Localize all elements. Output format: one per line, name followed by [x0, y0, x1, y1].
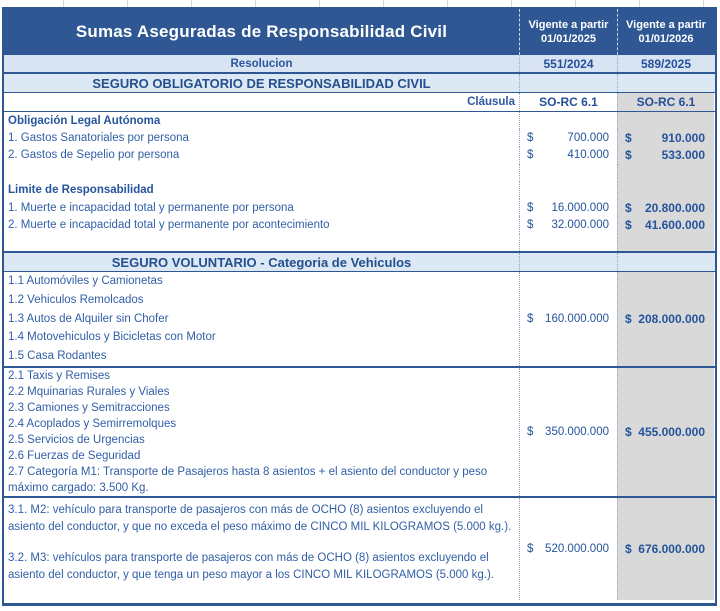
table-header-row [4, 9, 715, 55]
amount-cell-2025 [520, 219, 617, 231]
row-label [4, 164, 519, 181]
table-row [4, 216, 715, 233]
row-label: 2. Gastos de Sepelio por persona [8, 149, 180, 162]
amount-value: 350.000.000 [545, 426, 609, 439]
currency-symbol: $ [625, 218, 632, 233]
value-2026-cell [617, 199, 714, 216]
section-voluntario-row [4, 253, 715, 272]
value-2025-cell [519, 147, 617, 164]
resolution-2025: 551/2024 [519, 55, 617, 72]
currency-symbol: $ [625, 148, 632, 163]
clausula-2026: SO-RC 6.1 [617, 93, 714, 111]
currency-symbol: $ [527, 313, 534, 326]
category-item: 2.1 Taxis y Remises [8, 369, 111, 382]
currency-symbol: $ [527, 543, 534, 556]
amount-cell-2025 [520, 313, 617, 325]
category-item: 2.7 Categoría M1: Transporte de Pasajeros hasta 8 asientos + el asiento del conductor y peso máximo cargado: 3.500 Kg. [8, 466, 488, 495]
currency-symbol: $ [625, 131, 632, 146]
currency-symbol: $ [527, 201, 534, 214]
page-title: Sumas Aseguradas de Responsabilidad Civil [75, 22, 448, 41]
currency-symbol: $ [527, 426, 534, 439]
value-2025-cell [519, 112, 617, 129]
currency-symbol: $ [625, 542, 632, 557]
currency-symbol: $ [625, 200, 632, 215]
amount-value: 455.000.000 [638, 425, 705, 440]
clausula-row [4, 93, 715, 112]
amount-value: 910.000 [661, 131, 705, 146]
vehicle-category-block [4, 498, 715, 600]
value-2026-cell [617, 182, 714, 199]
resolution-row [4, 55, 715, 74]
category-item: 2.4 Acoplados y Semirremolques [8, 418, 177, 431]
row-label [4, 234, 519, 251]
section-obligatorio-title: SEGURO OBLIGATORIO DE RESPONSABILIDAD CIVIL [92, 75, 431, 91]
value-2025-cell [519, 182, 617, 199]
amount-value: 160.000.000 [545, 313, 609, 326]
value-2026-cell [617, 272, 714, 366]
column-header-2025-line1: Vigente a partir [528, 19, 609, 31]
amount-value: 32.000.000 [551, 219, 609, 232]
amount-cell-2025 [520, 426, 617, 438]
amount-cell-2026 [618, 218, 714, 232]
category-item: 2.2 Mquinarias Rurales y Viales [8, 385, 170, 398]
value-2025-cell [519, 272, 617, 366]
amount-cell-2026 [618, 131, 714, 145]
value-2026-cell [617, 216, 714, 233]
currency-symbol: $ [527, 132, 534, 145]
obligatorio-block [4, 112, 715, 251]
column-header-2026-line2: 01/01/2026 [638, 33, 694, 45]
value-2026-cell [617, 498, 714, 600]
value-2025-cell [519, 199, 617, 216]
row-label: 1. Gastos Sanatoriales por persona [8, 132, 189, 145]
value-2025-cell [519, 234, 617, 251]
section-obligatorio-row [4, 74, 715, 93]
table-row [4, 164, 715, 181]
table-row [4, 112, 715, 129]
category-item: 2.6 Fuerzas de Seguridad [8, 450, 141, 463]
category-item: 3.1. M2: vehículo para transporte de pasajeros con más de OCHO (8) asientos excluyendo el asiento del conductor, y que no exceda el peso máximo de CINCO MIL KILOGRAMOS (5.000 kg.). [8, 504, 512, 533]
amount-value: 410.000 [567, 149, 609, 162]
insured-sums-table [2, 7, 717, 606]
value-2026-cell [617, 112, 714, 129]
category-item: 1.1 Automóviles y Camionetas [8, 275, 163, 288]
table-row [4, 234, 715, 251]
category-item: 1.2 Vehiculos Remolcados [8, 294, 144, 307]
amount-value: 700.000 [567, 132, 609, 145]
amount-value: 520.000.000 [545, 543, 609, 556]
amount-cell-2025 [520, 149, 617, 161]
value-2025-cell [519, 368, 617, 496]
value-2026-cell [617, 368, 714, 496]
table-row [4, 199, 715, 216]
currency-symbol: $ [527, 219, 534, 232]
section-voluntario-cell-2026 [617, 253, 714, 271]
vehicle-category-block [4, 368, 715, 498]
row-label: 1. Muerte e incapacidad total y permanente por persona [8, 201, 294, 214]
amount-cell-2026 [618, 148, 714, 162]
value-2026-cell [617, 234, 714, 251]
category-item: 2.3 Camiones y Semitracciones [8, 401, 170, 414]
category-item: 1.5 Casa Rodantes [8, 350, 107, 363]
category-items [4, 272, 519, 366]
row-label: 2. Muerte e incapacidad total y permanente por acontecimiento [8, 219, 330, 232]
value-2026-cell [617, 129, 714, 146]
table-row [4, 182, 715, 199]
amount-cell-2025 [520, 202, 617, 214]
currency-symbol: $ [625, 312, 632, 327]
value-2026-cell [617, 147, 714, 164]
amount-cell-2026 [618, 542, 714, 556]
amount-cell-2026 [618, 201, 714, 215]
value-2026-cell [617, 164, 714, 181]
section-voluntario-title: SEGURO VOLUNTARIO - Categoria de Vehiculos [111, 254, 412, 270]
value-2025-cell [519, 164, 617, 181]
amount-value: 16.000.000 [551, 201, 609, 214]
column-header-2025-line2: 01/01/2025 [540, 33, 597, 45]
currency-symbol: $ [625, 425, 632, 440]
amount-value: 41.600.000 [644, 218, 705, 233]
amount-value: 20.800.000 [644, 200, 705, 215]
category-items [4, 368, 519, 496]
value-2025-cell [519, 216, 617, 233]
value-2025-cell [519, 129, 617, 146]
column-header-2025 [519, 9, 617, 55]
amount-cell-2025 [520, 543, 617, 555]
vehicle-category-block [4, 272, 715, 368]
resolution-label: Resolucion [230, 57, 293, 70]
amount-value: 533.000 [661, 148, 705, 163]
category-item: 3.2. M3: vehículos para transporte de pasajeros con más de OCHO (8) asientos excluyendo el asiento del conductor, y que tenga un peso mayor a los CINCO MIL KILOGRAMOS (5.000 kg.). [8, 552, 495, 581]
voluntario-blocks [4, 272, 715, 600]
amount-cell-2026 [618, 312, 714, 326]
column-header-2026-line1: Vigente a partir [626, 19, 706, 31]
clausula-2025: SO-RC 6.1 [519, 93, 617, 111]
table-row [4, 147, 715, 164]
amount-value: 676.000.000 [638, 542, 705, 557]
column-header-2026 [617, 9, 714, 55]
category-item: 2.5 Servicios de Urgencias [8, 434, 145, 447]
amount-cell-2026 [618, 425, 714, 439]
amount-value: 208.000.000 [638, 312, 705, 327]
row-label: Limite de Responsabilidad [8, 184, 154, 197]
spreadsheet-gridlines [0, 0, 720, 7]
clausula-label: Cláusula [467, 96, 515, 108]
category-item: 1.4 Motovehiculos y Bicicletas con Motor [8, 331, 216, 344]
row-label: Obligación Legal Autónoma [8, 114, 161, 127]
resolution-2026: 589/2025 [617, 55, 714, 72]
currency-symbol: $ [527, 149, 534, 162]
amount-cell-2025 [520, 132, 617, 144]
section-obligatorio-cell-2026 [617, 74, 714, 92]
value-2025-cell [519, 498, 617, 600]
section-obligatorio-cell-2025 [519, 74, 617, 92]
category-item: 1.3 Autos de Alquiler sin Chofer [8, 312, 169, 325]
section-voluntario-cell-2025 [519, 253, 617, 271]
table-row [4, 129, 715, 146]
category-items [4, 498, 519, 600]
